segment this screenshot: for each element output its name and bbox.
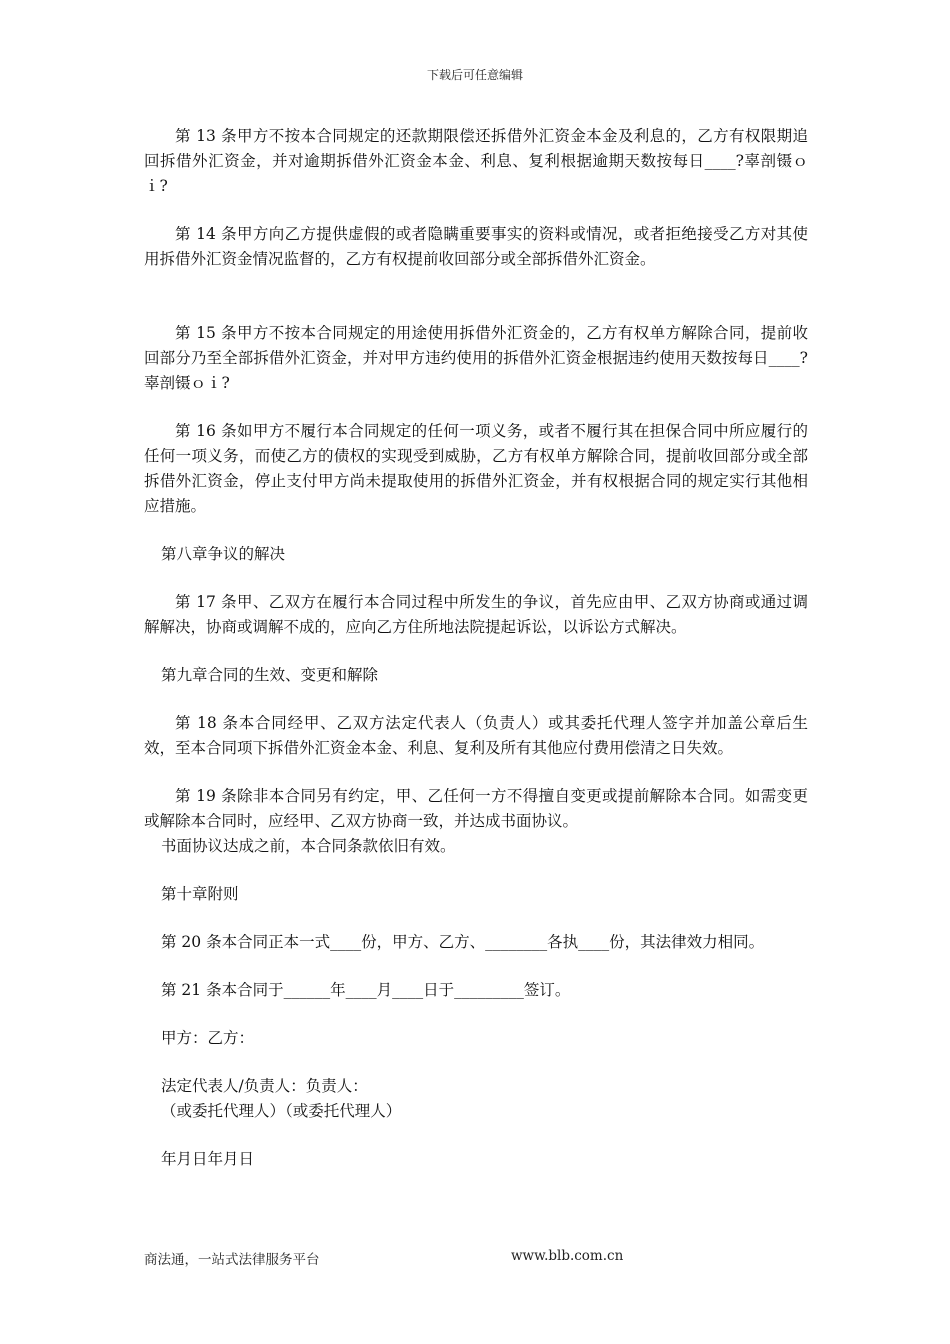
article-21: 第 21 条本合同于______年____月____日于_________签订。 — [161, 981, 571, 999]
article-14: 第 14 条甲方向乙方提供虚假的或者隐瞒重要事实的资料或情况，或者拒绝接受乙方对其使用拆借外汇资金情况监督的，乙方有权提前收回部分或全部拆借外汇资金。 — [144, 225, 808, 268]
article-13: 第 13 条甲方不按本合同规定的还款期限偿还拆借外汇资金本金及利息的，乙方有权限期追回拆借外汇资金，并对逾期拆借外汇资金本金、利息、复利根据逾期天数按每日____?辜剖镊ｏｉ? — [144, 127, 808, 195]
footer-platform-name: 商法通，一站式法律服务平台 — [144, 1252, 320, 1268]
chapter-8-heading: 第八章争议的解决 — [161, 545, 286, 563]
signature-agent: （或委托代理人）（或委托代理人） — [161, 1102, 402, 1120]
page-header-note: 下载后可任意编辑 — [426, 68, 523, 82]
article-18: 第 18 条本合同经甲、乙双方法定代表人（负责人）或其委托代理人签字并加盖公章后生效，至本合同项下拆借外汇资金本金、利息、复利及所有其他应付费用偿清之日失效。 — [144, 714, 808, 757]
signature-date: 年月日年月日 — [161, 1150, 255, 1168]
article-15: 第 15 条甲方不按本合同规定的用途使用拆借外汇资金的，乙方有权单方解除合同，提前收回部分乃至全部拆借外汇资金，并对甲方违约使用的拆借外汇资金根据违约使用天数按每日____?辜剖镊ｏｉ? — [144, 324, 808, 392]
chapter-9-heading: 第九章合同的生效、变更和解除 — [161, 666, 379, 684]
signature-parties: 甲方：乙方： — [161, 1029, 255, 1047]
article-19-continuation: 书面协议达成之前，本合同条款依旧有效。 — [161, 837, 456, 855]
document-body — [144, 124, 808, 1172]
article-19: 第 19 条除非本合同另有约定，甲、乙任何一方不得擅自变更或提前解除本合同。如需变更或解除本合同时，应经甲、乙双方协商一致，并达成书面协议。 — [144, 787, 808, 830]
footer-website: www.blb.com.cn — [511, 1248, 624, 1264]
article-17: 第 17 条甲、乙双方在履行本合同过程中所发生的争议，首先应由甲、乙双方协商或通过调解解决，协商或调解不成的，应向乙方住所地法院提起诉讼，以诉讼方式解决。 — [144, 593, 808, 636]
chapter-10-heading: 第十章附则 — [161, 885, 239, 903]
article-16: 第 16 条如甲方不履行本合同规定的任何一项义务，或者不履行其在担保合同中所应履行的任何一项义务，而使乙方的债权的实现受到威胁，乙方有权单方解除合同，提前收回部分或全部拆借外汇资金，停止支付甲方尚未提取使用的拆借外汇资金，并有权根据合同的规定实行其他相应措施。 — [144, 422, 808, 515]
article-20: 第 20 条本合同正本一式____份，甲方、乙方、________各执____份，其法律效力相同。 — [161, 933, 765, 951]
signature-representative: 法定代表人/负责人：负责人： — [161, 1077, 368, 1095]
